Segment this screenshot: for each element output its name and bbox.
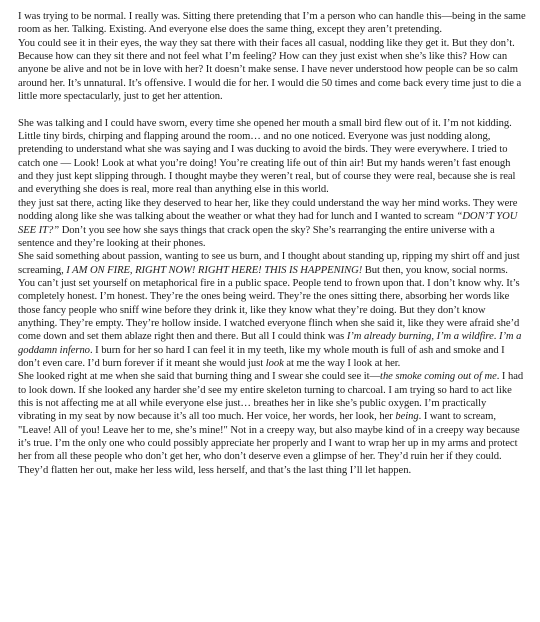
text-run: . I want to scream, "Leave! All of you! Leave her to me, she’s mine!" Not in a creepy way, but also maybe kind of in a creepy way because it’s true. I’m the only one who could possibly appreciate her properly and I want to wrap her up in my arms and protect her from all these people who don’t get her, who don’t deserve even a glimpse of her. They’d ruin her if they could. They’d flatten her out, make her less wild, less herself, and that’s the last thing I’ll let happen. — [18, 411, 520, 476]
text-run: She said something about passion, wanting to see us burn, and I thought about standing up, ripping my shirt off and just screaming, — [18, 251, 520, 276]
paragraph — [18, 370, 526, 477]
paragraph — [18, 197, 526, 250]
paragraph — [18, 250, 526, 370]
paragraph-spacer — [18, 103, 526, 116]
italic-text-run: the smoke coming out of me — [380, 371, 497, 383]
text-run: Don’t you see how she says things that crack open the sky? She’s rearranging the entire universe with a sentence and they’re looking at their phones. — [18, 224, 495, 249]
paragraph — [18, 10, 526, 37]
italic-text-run: “DON’T YOU SEE IT?” — [18, 211, 518, 236]
text-run: . I had to look down. If she looked any harder she’d see my entire skeleton turning to charcoal. I am trying so hard to act like this is not affecting me at all while everyone else just… breathes her in like she’s public oxygen. I’m practically vibrating in my seat by now because it’s all too much. Her voice, her words, her look, her — [18, 371, 524, 423]
italic-text-run: I’m already burning, I’m a wildfire — [346, 331, 494, 343]
text-run: She looked right at me when she said that burning thing and I swear she could see it— — [18, 371, 381, 383]
text-run: But then, you know, social norms. You can’t just set yourself on metaphorical fire in a public space. People tend to frown upon that. I don’t know why. It’s completely honest. I’m honest. They’re the ones being weird. They’re the ones sitting there, absorbing her words like those fancy people who sniff wine before they drink it, like they know what they’re doing. But they don’t know anything. They’re empty. They’re hollow inside. I watched everyone flinch when she said it, like they were afraid she’d come down and set them ablaze right then and there. But all I could think was — [18, 264, 520, 343]
text-run: at me the way I look at her. — [283, 357, 401, 369]
text-run: . I burn for her so hard I can feel it in my teeth, like my whole mouth is full of ash and smoke and I don’t even care. I’d burn forever if it meant she would just — [18, 344, 505, 369]
document-body — [18, 10, 526, 477]
paragraph — [18, 117, 526, 197]
text-run: . — [493, 331, 499, 343]
text-run: You could see it in their eyes, the way they sat there with their faces all casual, nodding like they get it. But they don’t. Because how can they sit there and not feel what I’m feeling? How can they just exist when she’s like this? How can anyone be alive and not be in love with her? It doesn’t make sense. I have never understood how people can be so calm around her. It’s unnatural. It’s offensive. I would die for her. I would die 50 times and come back every time just to die a little more spectacularly, just to get her attention. — [18, 37, 522, 103]
italic-text-run: being — [395, 411, 419, 423]
italic-text-run: I AM ON FIRE, RIGHT NOW! RIGHT HERE! THIS IS HAPPENING! — [66, 264, 363, 276]
text-run: She was talking and I could have sworn, every time she opened her mouth a small bird flew out of it. I’m not kidding. Little tiny birds, chirping and flapping around the room… and no one noticed. Everyone was just nodding along, pretending to understand what she was saying and I was ducking to avoid the birds. They were everywhere. I tried to catch one — Look! Look at what you’re doing! You’re creating life out of thin air! But my hands weren’t fast enough and they just kept slipping through. I thought maybe they weren’t real, but of course they were real, because she is real and everything she does is real, more real than anything else in this world. — [18, 117, 516, 196]
italic-text-run: I’m a goddamn inferno — [18, 331, 522, 356]
paragraph — [18, 37, 526, 104]
text-run: they just sat there, acting like they deserved to hear her, like they could understand the way her mind works. They were nodding along like she was talking about the weather or what they had for lunch and I wanted to scream — [18, 197, 518, 223]
text-run: I was trying to be normal. I really was. Sitting there pretending that I’m a person who can handle this—being in the same room as her. Talking. Existing. And everyone else does the same thing, except they aren’t pretending. — [18, 11, 526, 36]
italic-text-run: look — [265, 357, 284, 369]
